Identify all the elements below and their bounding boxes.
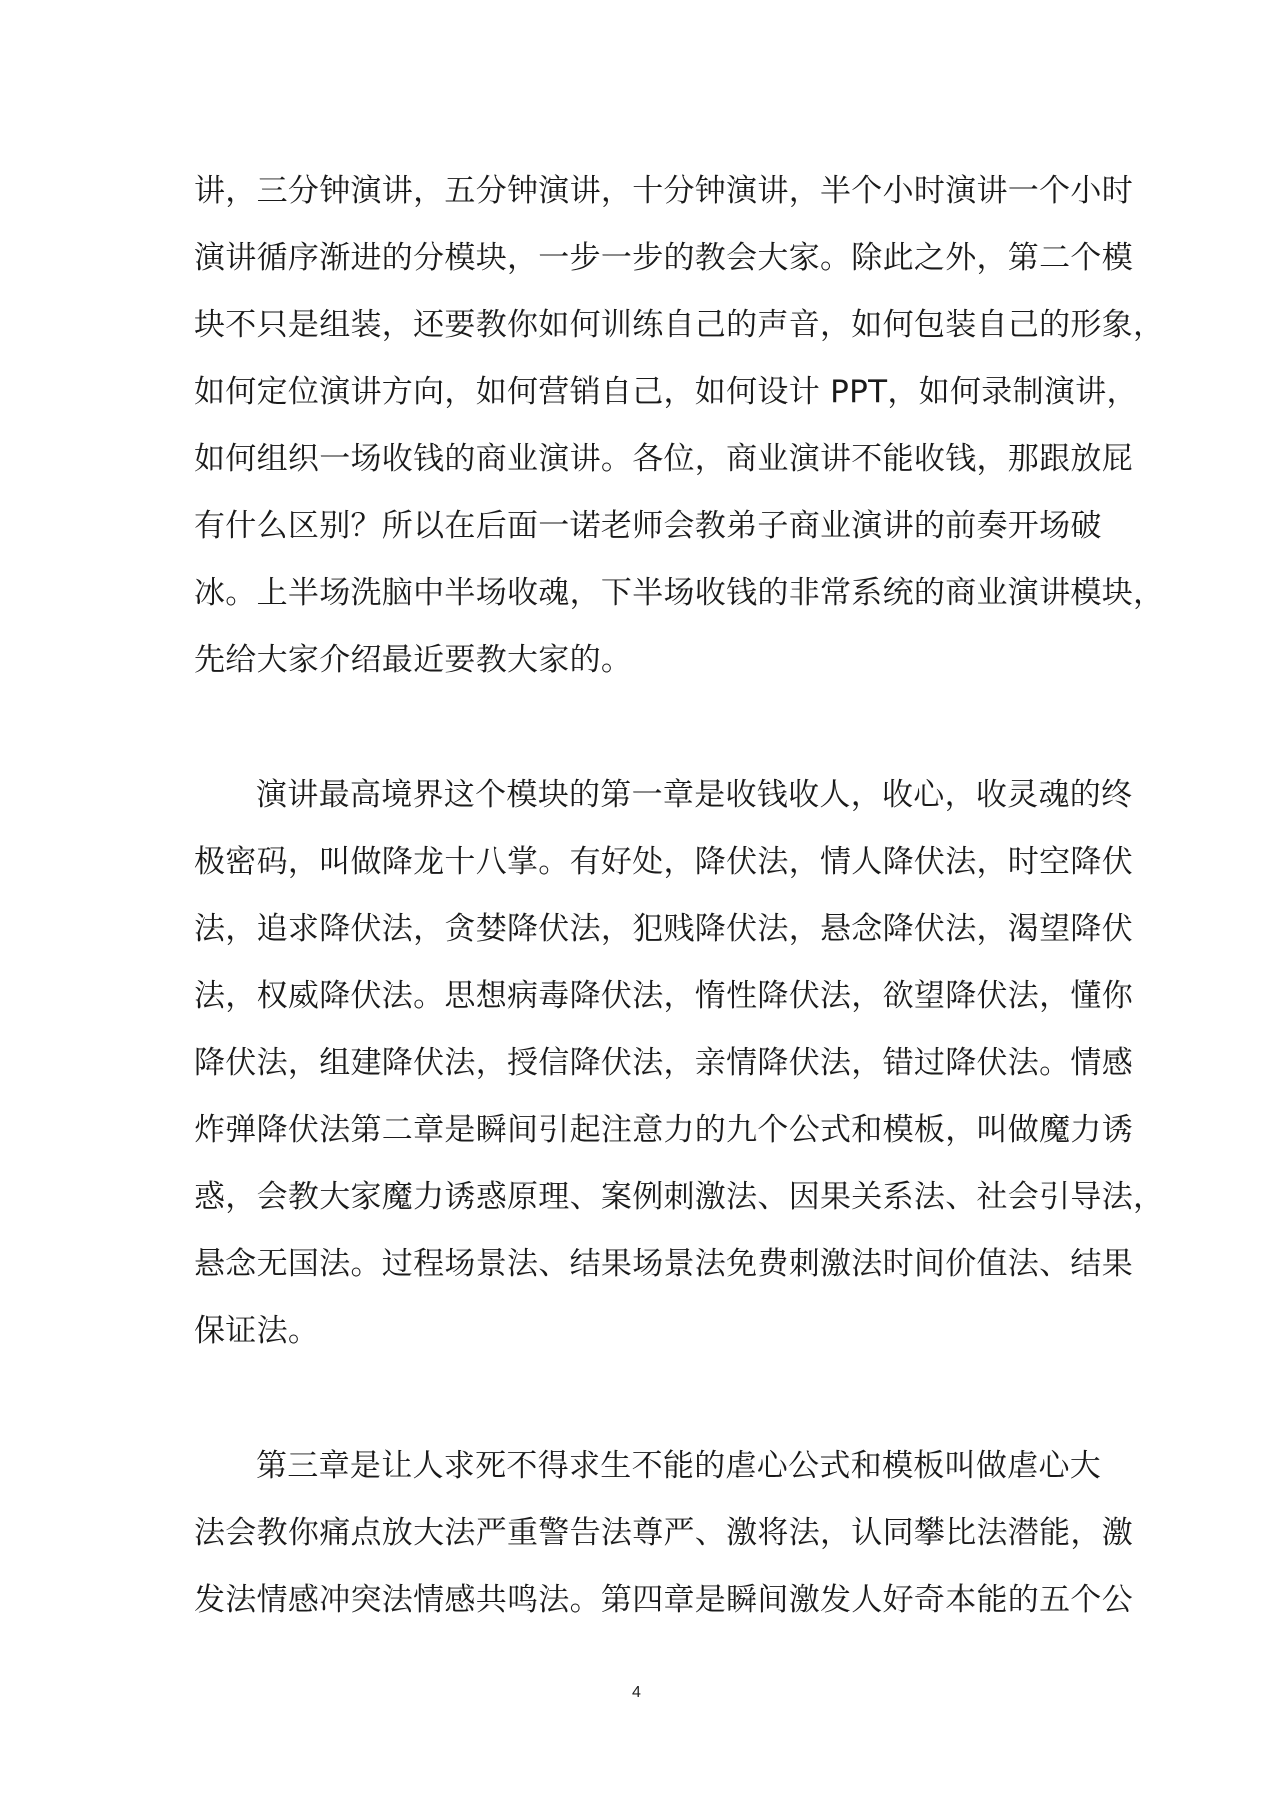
paragraph-2: [194, 762, 1165, 1365]
text-line: 讲，三分钟演讲，五分钟演讲，十分钟演讲，半个小时演讲一个小时: [194, 173, 1133, 209]
paragraph-1: [194, 158, 1165, 694]
text-line: 有什么区别？所以在后面一诺老师会教弟子商业演讲的前奏开场破: [194, 508, 1102, 544]
text-line: 惑，会教大家魔力诱惑原理、案例刺激法、因果关系法、社会引导法，: [194, 1179, 1165, 1215]
text-line: 冰。上半场洗脑中半场收魂，下半场收钱的非常系统的商业演讲模块，: [194, 575, 1165, 611]
text-line: 块不只是组装，还要教你如何训练自己的声音，如何包装自己的形象，: [194, 307, 1165, 343]
text-line: 如何定位演讲方向，如何营销自己，如何设计 PPT，如何录制演讲，: [194, 374, 1138, 410]
text-line: 极密码，叫做降龙十八掌。有好处，降伏法，情人降伏法，时空降伏: [194, 844, 1133, 880]
text-line: 炸弹降伏法第二章是瞬间引起注意力的九个公式和模板，叫做魔力诱: [194, 1112, 1133, 1148]
paragraph-spacer: [194, 1365, 1094, 1433]
text-line: 法，权威降伏法。思想病毒降伏法，惰性降伏法，欲望降伏法，懂你: [194, 978, 1133, 1014]
text-line: 演讲最高境界这个模块的第一章是收钱收人，收心，收灵魂的终: [256, 777, 1133, 813]
page-number: 4: [632, 1684, 641, 1701]
text-line: 降伏法，组建降伏法，授信降伏法，亲情降伏法，错过降伏法。情感: [194, 1045, 1133, 1081]
text-line: 先给大家介绍最近要教大家的。: [194, 642, 633, 678]
text-line: 第三章是让人求死不得求生不能的虐心公式和模板叫做虐心大: [256, 1448, 1102, 1484]
text-line: 悬念无国法。过程场景法、结果场景法免费刺激法时间价值法、结果: [194, 1246, 1133, 1282]
text-line: 保证法。: [194, 1313, 320, 1349]
text-line: 演讲循序渐进的分模块，一步一步的教会大家。除此之外，第二个模: [194, 240, 1133, 276]
paragraph-spacer: [194, 694, 1094, 762]
text-line: 发法情感冲突法情感共鸣法。第四章是瞬间激发人好奇本能的五个公: [194, 1582, 1133, 1618]
text-line: 法会教你痛点放大法严重警告法尊严、激将法，认同攀比法潜能，激: [194, 1515, 1133, 1551]
body-text: [194, 158, 1165, 1634]
text-line: 法，追求降伏法，贪婪降伏法，犯贱降伏法，悬念降伏法，渴望降伏: [194, 911, 1133, 947]
text-line: 如何组织一场收钱的商业演讲。各位，商业演讲不能收钱，那跟放屁: [194, 441, 1133, 477]
paragraph-3: [194, 1433, 1133, 1634]
